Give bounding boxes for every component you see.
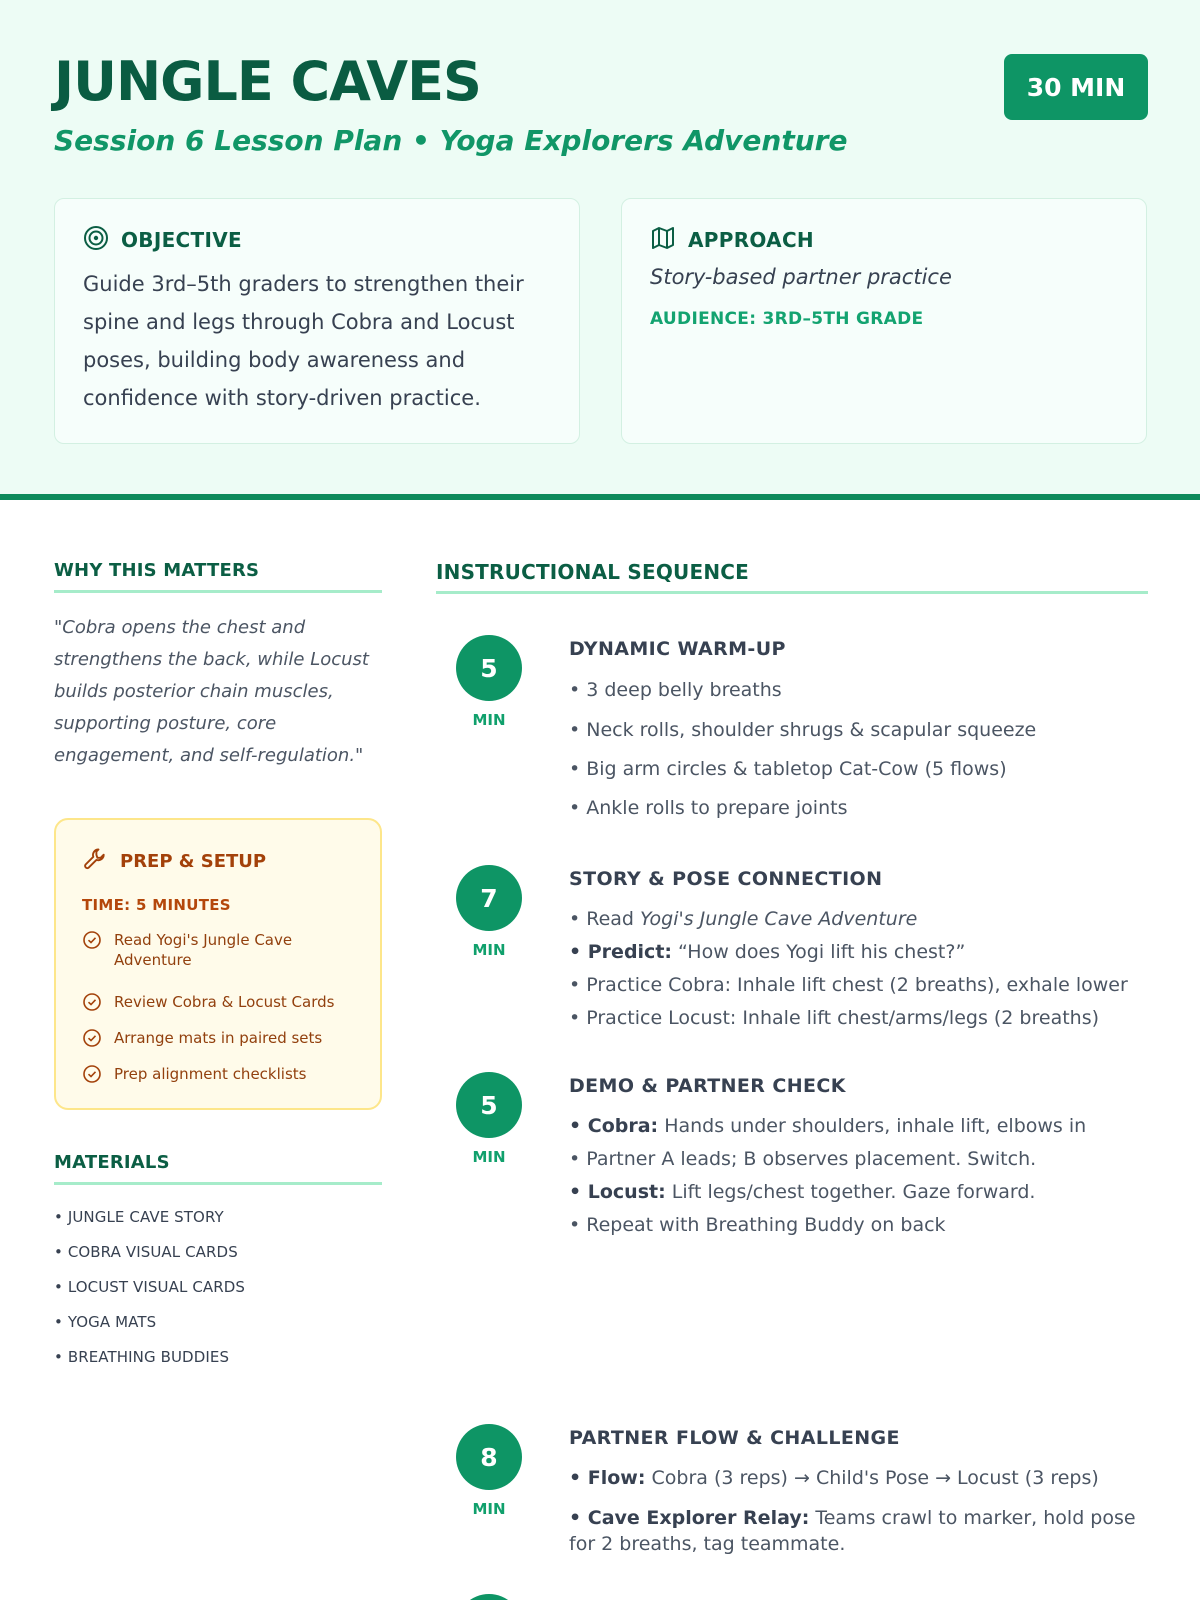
step-line xyxy=(569,906,1149,932)
step-line-text: • Big arm circles & tabletop Cat-Cow (5 flows) xyxy=(569,758,1007,780)
book-title: Yogi's Jungle Cave Adventure xyxy=(640,908,918,930)
material-item: • JUNGLE CAVE STORY xyxy=(54,1208,224,1226)
step-line xyxy=(569,1505,1149,1557)
step-min-label: MIN xyxy=(472,1500,506,1518)
step-line-bold: • Flow: xyxy=(569,1467,646,1489)
step-line-text: • Partner A leads; B observes placement. Switch. xyxy=(569,1148,1037,1170)
prep-item xyxy=(82,992,362,1016)
step-line xyxy=(569,795,1149,821)
check-circle-icon xyxy=(82,1028,102,1052)
check-circle-icon xyxy=(82,930,102,954)
step-minutes: 7 xyxy=(456,865,522,931)
material-item: • LOCUST VISUAL CARDS xyxy=(54,1278,246,1296)
prep-item-label: Arrange mats in paired sets xyxy=(114,1029,323,1047)
materials-divider xyxy=(54,1182,382,1185)
step-line-text: Teams crawl to marker, hold pose for 2 breaths, tag teammate. xyxy=(569,1507,1136,1555)
prep-item-label: Review Cobra & Locust Cards xyxy=(114,993,335,1011)
step-line xyxy=(569,717,1149,743)
approach-label: APPROACH xyxy=(688,228,814,252)
wrench-icon xyxy=(82,846,108,876)
step-minutes: 8 xyxy=(456,1424,522,1490)
step-minutes: 5 xyxy=(456,635,522,701)
material-item: • YOGA MATS xyxy=(54,1313,157,1331)
step-line xyxy=(569,1212,1149,1238)
step-min-label: MIN xyxy=(472,941,506,959)
step-line xyxy=(569,1005,1149,1031)
approach-text: Story-based partner practice xyxy=(650,265,952,289)
step-line xyxy=(569,1146,1149,1172)
objective-text: Guide 3rd–5th graders to strengthen their spine and legs through Cobra and Locust poses, building body awareness and confidence with story-driven practice. xyxy=(83,272,524,410)
duration-badge: 30 MIN xyxy=(1004,54,1148,120)
why-divider xyxy=(54,590,382,593)
step-line-bold: • Locust: xyxy=(569,1181,666,1203)
prep-time: TIME: 5 MINUTES xyxy=(82,896,231,914)
step-title: STORY & POSE CONNECTION xyxy=(569,868,883,890)
step-line-text: “How does Yogi lift his chest?” xyxy=(672,941,966,963)
step-line-bold: • Cobra: xyxy=(569,1115,659,1137)
step-line-bold: • Cave Explorer Relay: xyxy=(569,1507,810,1529)
step-line-text: • Read xyxy=(569,908,641,930)
prep-title: PREP & SETUP xyxy=(120,850,267,872)
prep-card xyxy=(54,818,382,1110)
map-icon xyxy=(650,225,676,255)
step-title: DYNAMIC WARM-UP xyxy=(569,638,786,660)
objective-label: OBJECTIVE xyxy=(121,228,242,252)
step-title: PARTNER FLOW & CHALLENGE xyxy=(569,1427,900,1449)
approach-card xyxy=(621,198,1147,444)
step-minutes-partial xyxy=(456,1594,522,1600)
step-title: DEMO & PARTNER CHECK xyxy=(569,1075,846,1097)
target-icon xyxy=(83,225,109,255)
prep-item xyxy=(82,1028,362,1052)
material-item: • COBRA VISUAL CARDS xyxy=(54,1243,238,1261)
why-title: WHY THIS MATTERS xyxy=(54,560,260,581)
step-line-text: • Ankle rolls to prepare joints xyxy=(569,797,848,819)
step-line-bold: • Predict: xyxy=(569,941,672,963)
step-minutes: 5 xyxy=(456,1072,522,1138)
sequence-divider xyxy=(436,591,1148,594)
step-line xyxy=(569,756,1149,782)
step-line xyxy=(569,677,1149,703)
step-line xyxy=(569,1465,1149,1491)
prep-item-label: Read Yogi's Jungle Cave Adventure xyxy=(114,931,293,969)
why-quote: "Cobra opens the chest and strengthens the back, while Locust builds posterior chain muscles, supporting posture, core engagement, and self-regulation." xyxy=(54,617,369,766)
page-subtitle: Session 6 Lesson Plan • Yoga Explorers Adventure xyxy=(54,124,848,157)
material-item: • BREATHING BUDDIES xyxy=(54,1348,230,1366)
header xyxy=(0,0,1200,500)
step-line xyxy=(569,972,1149,998)
objective-card xyxy=(54,198,580,444)
sequence-title: INSTRUCTIONAL SEQUENCE xyxy=(436,560,750,584)
step-line-text: • Practice Cobra: Inhale lift chest (2 breaths), exhale lower xyxy=(569,974,1128,996)
step-line-text: • 3 deep belly breaths xyxy=(569,679,782,701)
step-min-label: MIN xyxy=(472,711,506,729)
prep-item xyxy=(82,1064,362,1088)
step-min-label: MIN xyxy=(472,1148,506,1166)
step-line-text: Lift legs/chest together. Gaze forward. xyxy=(665,1181,1036,1203)
audience-text: AUDIENCE: 3RD–5TH GRADE xyxy=(650,309,924,329)
prep-item-label: Prep alignment checklists xyxy=(114,1065,307,1083)
page-title: JUNGLE CAVES xyxy=(54,50,481,113)
step-line-text: • Practice Locust: Inhale lift chest/arms/legs (2 breaths) xyxy=(569,1007,1100,1029)
step-line-text: • Neck rolls, shoulder shrugs & scapular squeeze xyxy=(569,719,1037,741)
prep-item xyxy=(82,930,362,970)
step-line-text: Hands under shoulders, inhale lift, elbows in xyxy=(658,1115,1087,1137)
materials-title: MATERIALS xyxy=(54,1152,170,1173)
step-line xyxy=(569,939,1149,965)
step-line-text: • Repeat with Breathing Buddy on back xyxy=(569,1214,946,1236)
check-circle-icon xyxy=(82,1064,102,1088)
step-line xyxy=(569,1179,1149,1205)
check-circle-icon xyxy=(82,992,102,1016)
step-line-text: Cobra (3 reps) → Child's Pose → Locust (3 reps) xyxy=(645,1467,1099,1489)
step-line xyxy=(569,1113,1149,1139)
